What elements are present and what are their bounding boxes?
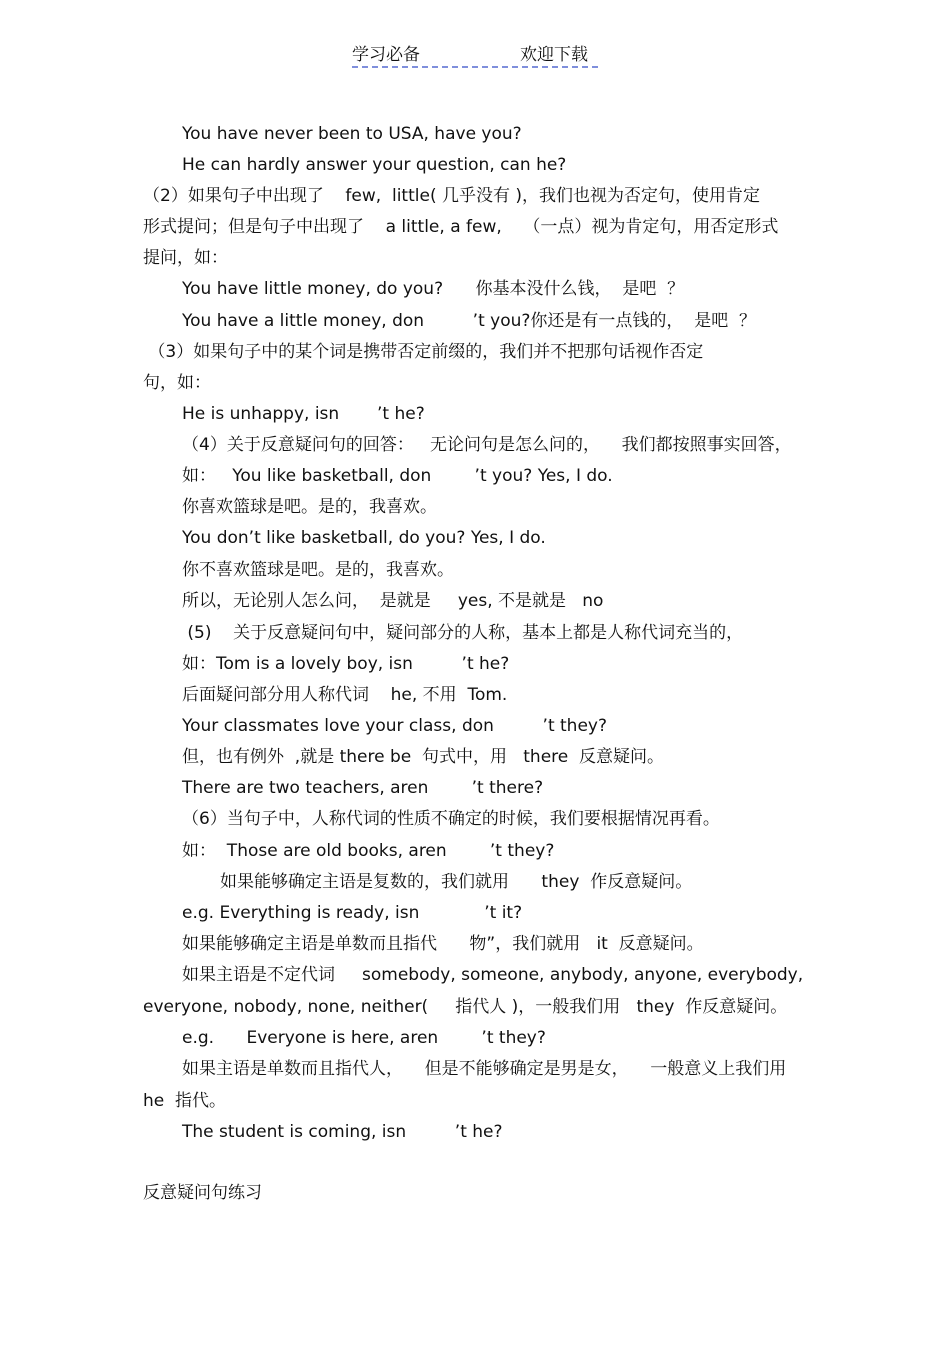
text-line: e.g. Everyone is here, aren ’t they? — [182, 1028, 546, 1048]
text-line: 形式提问；但是句子中出现了 a little, a few, （一点）视为肯定句，用否定形式 — [143, 217, 779, 237]
text-line: 句，如： — [143, 373, 211, 393]
text-line: You have never been to USA, have you? — [182, 124, 522, 144]
text-line: There are two teachers, aren ’t there? — [182, 778, 544, 798]
text-line: （2）如果句子中出现了 few, little( 几乎没有 )，我们也视为否定句，使用肯定 — [143, 186, 761, 206]
text-line: 但，也有例外 ,就是 there be 句式中，用 there 反意疑问。 — [182, 747, 665, 767]
text-line: he 指代。 — [143, 1091, 227, 1111]
text-line: You have a little money, don ’t you?你还是有一点钱的， 是吧 ？ — [182, 311, 757, 331]
text-line: 如： You like basketball, don ’t you? Yes, I do. — [182, 466, 613, 486]
text-line: Your classmates love your class, don ’t they? — [182, 716, 607, 736]
header-right-text: 欢迎下载 — [520, 45, 588, 65]
header-left-text: 学习必备 — [352, 45, 420, 65]
text-line: 提问，如： — [143, 248, 228, 268]
text-line: (5) 关于反意疑问句中，疑问部分的人称，基本上都是人称代词充当的， — [182, 623, 744, 643]
text-line: 如果能够确定主语是复数的，我们就用 they 作反意疑问。 — [220, 872, 693, 892]
text-line: 如果主语是单数而且指代人， 但是不能够确定是男是女， 一般意义上我们用 — [182, 1059, 787, 1079]
text-line: 如：Tom is a lovely boy, isn ’t he? — [182, 654, 510, 674]
text-line: e.g. Everything is ready, isn ’t it? — [182, 903, 523, 923]
text-line: 如果能够确定主语是单数而且指代 物”，我们就用 it 反意疑问。 — [182, 934, 704, 954]
text-line: You don’t like basketball, do you? Yes, I do. — [182, 528, 546, 548]
text-line: You have little money, do you? 你基本没什么钱， 是吧 ？ — [182, 279, 685, 299]
text-line: He can hardly answer your question, can he? — [182, 155, 567, 175]
text-line: The student is coming, isn ’t he? — [182, 1122, 503, 1142]
text-line: 你不喜欢篮球是吧。是的，我喜欢。 — [182, 560, 454, 580]
text-line: 你喜欢篮球是吧。是的，我喜欢。 — [182, 497, 437, 517]
text-line: everyone, nobody, none, neither( 指代人 )，一般我们用 they 作反意疑问。 — [143, 997, 788, 1017]
text-line: （3）如果句子中的某个词是携带否定前缀的，我们并不把那句话视作否定 — [143, 342, 704, 362]
text-line: 所以，无论别人怎么问， 是就是 yes, 不是就是 no — [182, 591, 604, 611]
text-line: 后面疑问部分用人称代词 he, 不用 Tom. — [182, 685, 508, 705]
text-line: He is unhappy, isn ’t he? — [182, 404, 425, 424]
text-line: 如果主语是不定代词 somebody, someone, anybody, anyone, everybody, — [182, 965, 804, 985]
text-line: 如： Those are old books, aren ’t they? — [182, 841, 555, 861]
text-line: 反意疑问句练习 — [143, 1183, 262, 1203]
page-header — [352, 40, 598, 68]
text-line: （6）当句子中，人称代词的性质不确定的时候，我们要根据情况再看。 — [182, 809, 720, 829]
text-line: （4）关于反意疑问句的回答： 无论问句是怎么问的， 我们都按照事实回答， — [182, 435, 792, 455]
